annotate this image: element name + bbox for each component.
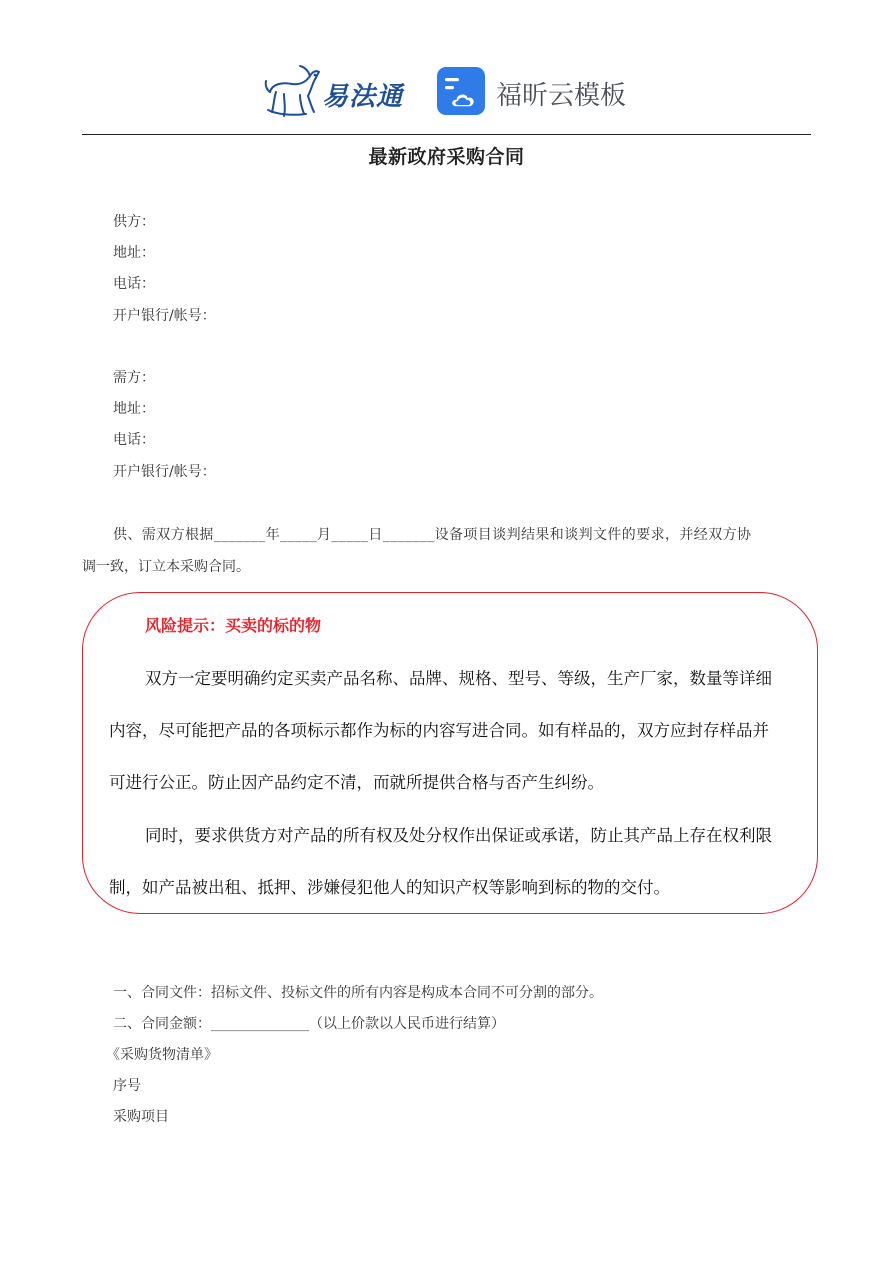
intro-paragraph <box>82 524 812 580</box>
supplier-bank-label: 开户银行/帐号： <box>113 308 216 324</box>
yifatong-logo-text: 易法通 <box>322 82 404 112</box>
header-divider <box>82 134 811 135</box>
risk-notice-box <box>82 592 818 914</box>
goods-list-col-serial: 序号 <box>113 1078 141 1094</box>
clause-1: 一、合同文件：招标文件、投标文件的所有内容是构成本合同不可分割的部分。 <box>113 985 603 1001</box>
buyer-phone-label: 电话： <box>113 432 155 448</box>
risk-paragraph-1-line-1: 双方一定要明确约定买卖产品名称、品牌、规格、型号、等级，生产厂家，数量等详细 <box>145 669 772 688</box>
fuxin-logo-text: 福昕云模板 <box>496 81 627 111</box>
supplier-phone-label: 电话： <box>113 276 155 292</box>
yifatong-logo <box>262 62 412 120</box>
document-title: 最新政府采购合同 <box>368 146 525 168</box>
fuxin-logo <box>436 66 636 116</box>
buyer-bank-label: 开户银行/帐号： <box>113 464 216 480</box>
qilin-horse-icon <box>262 62 324 120</box>
document-header <box>0 56 893 126</box>
intro-line-2: 调一致，订立本采购合同。 <box>82 559 250 575</box>
risk-paragraph-1-line-3: 可进行公正。防止因产品约定不清，而就所提供合格与否产生纠纷。 <box>109 773 604 792</box>
buyer-address-label: 地址： <box>113 401 155 417</box>
intro-line-1: 供、需双方根据_______年_____月_____日_______设备项目谈判结果和谈判文件的要求，并经双方协 <box>113 527 752 543</box>
risk-notice-title: 风险提示：买卖的标的物 <box>145 616 322 635</box>
risk-paragraph-2-line-2: 制，如产品被出租、抵押、涉嫌侵犯他人的知识产权等影响到标的物的交付。 <box>109 878 670 897</box>
cloud-document-icon <box>436 66 486 116</box>
buyer-party-label: 需方： <box>113 370 155 386</box>
goods-list-title: 《采购货物清单》 <box>106 1047 218 1063</box>
clause-2: 二、合同金额：______________（以上价款以人民币进行结算） <box>113 1016 505 1032</box>
risk-paragraph-2-line-1: 同时，要求供货方对产品的所有权及处分权作出保证或承诺，防止其产品上存在权利限 <box>145 826 772 845</box>
goods-list-col-item: 采购项目 <box>113 1109 169 1125</box>
risk-paragraph-1-line-2: 内容，尽可能把产品的各项标示都作为标的内容写进合同。如有样品的，双方应封存样品并 <box>109 721 769 740</box>
supplier-address-label: 地址： <box>113 245 155 261</box>
supplier-party-label: 供方： <box>113 214 155 230</box>
